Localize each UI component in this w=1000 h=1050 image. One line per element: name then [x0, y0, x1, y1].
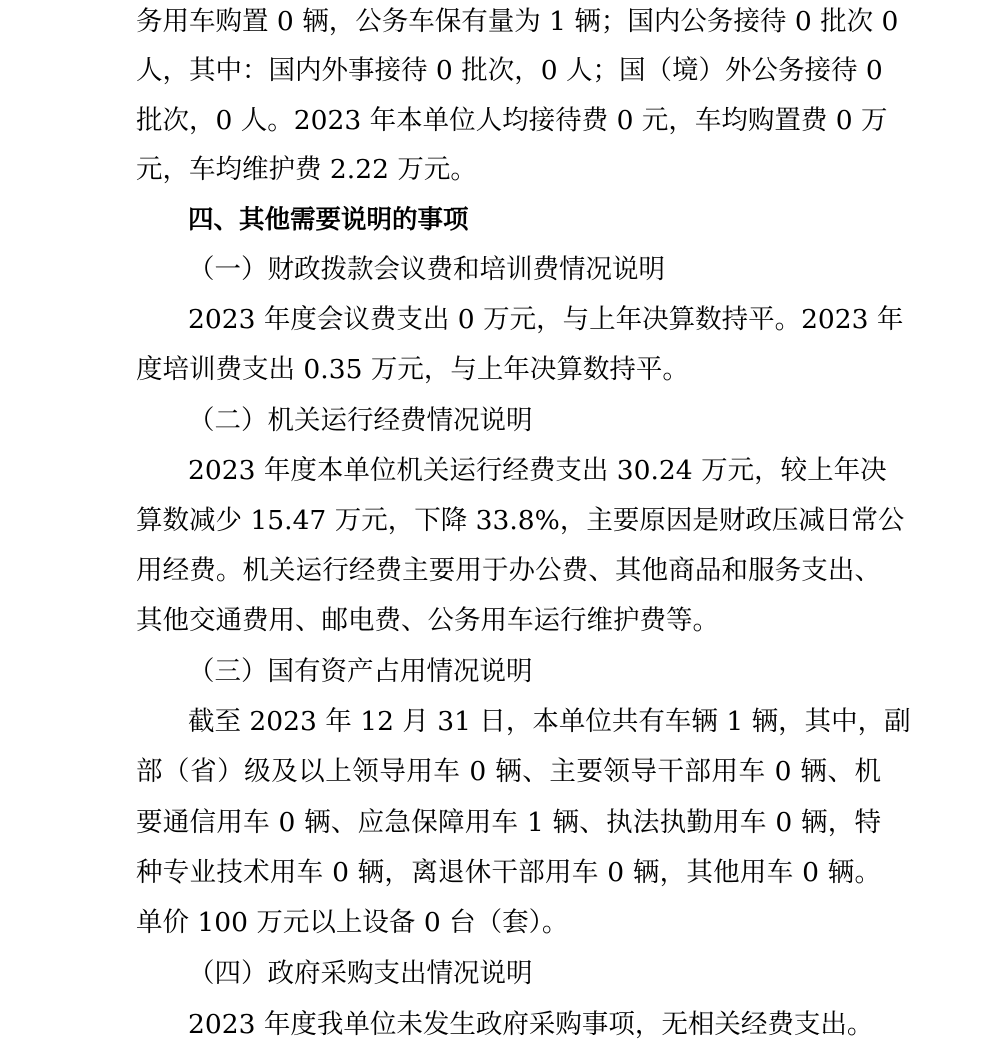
paragraph-line: 2023 年度会议费支出 0 万元，与上年决算数持平。2023 年 [188, 304, 904, 335]
paragraph-line: 种专业技术用车 0 辆，离退休干部用车 0 辆，其他用车 0 辆。 [136, 857, 881, 888]
paragraph-line: 2023 年度我单位未发生政府采购事项，无相关经费支出。 [188, 1009, 874, 1040]
paragraph-line: 截至 2023 年 12 月 31 日，本单位共有车辆 1 辆，其中，副 [188, 706, 911, 737]
paragraph-line: 要通信用车 0 辆、应急保障用车 1 辆、执法执勤用车 0 辆，特 [136, 807, 881, 838]
subsection-heading: （二）机关运行经费情况说明 [188, 405, 533, 436]
paragraph-line: 人，其中：国内外事接待 0 批次，0 人；国（境）外公务接待 0 [136, 55, 883, 86]
paragraph-line: 单价 100 万元以上设备 0 台（套）。 [136, 907, 569, 938]
paragraph-line: 元，车均维护费 2.22 万元。 [136, 154, 477, 185]
subsection-heading: （一）财政拨款会议费和培训费情况说明 [188, 254, 665, 285]
paragraph-line: 务用车购置 0 辆，公务车保有量为 1 辆；国内公务接待 0 批次 0 [136, 6, 899, 37]
paragraph-line: 算数减少 15.47 万元，下降 33.8%，主要原因是财政压减日常公 [136, 505, 905, 536]
paragraph-line: 批次，0 人。2023 年本单位人均接待费 0 元，车均购置费 0 万 [136, 105, 888, 136]
paragraph-line: 2023 年度本单位机关运行经费支出 30.24 万元，较上年决 [188, 455, 887, 486]
paragraph-line: 用经费。机关运行经费主要用于办公费、其他商品和服务支出、 [136, 555, 881, 586]
paragraph-line: 部（省）级及以上领导用车 0 辆、主要领导干部用车 0 辆、机 [136, 756, 881, 787]
subsection-heading: （四）政府采购支出情况说明 [188, 958, 533, 989]
paragraph-line: 其他交通费用、邮电费、公务用车运行维护费等。 [136, 605, 719, 636]
paragraph-line: 度培训费支出 0.35 万元，与上年决算数持平。 [136, 354, 689, 385]
section-heading: 四、其他需要说明的事项 [188, 205, 469, 235]
subsection-heading: （三）国有资产占用情况说明 [188, 656, 533, 687]
